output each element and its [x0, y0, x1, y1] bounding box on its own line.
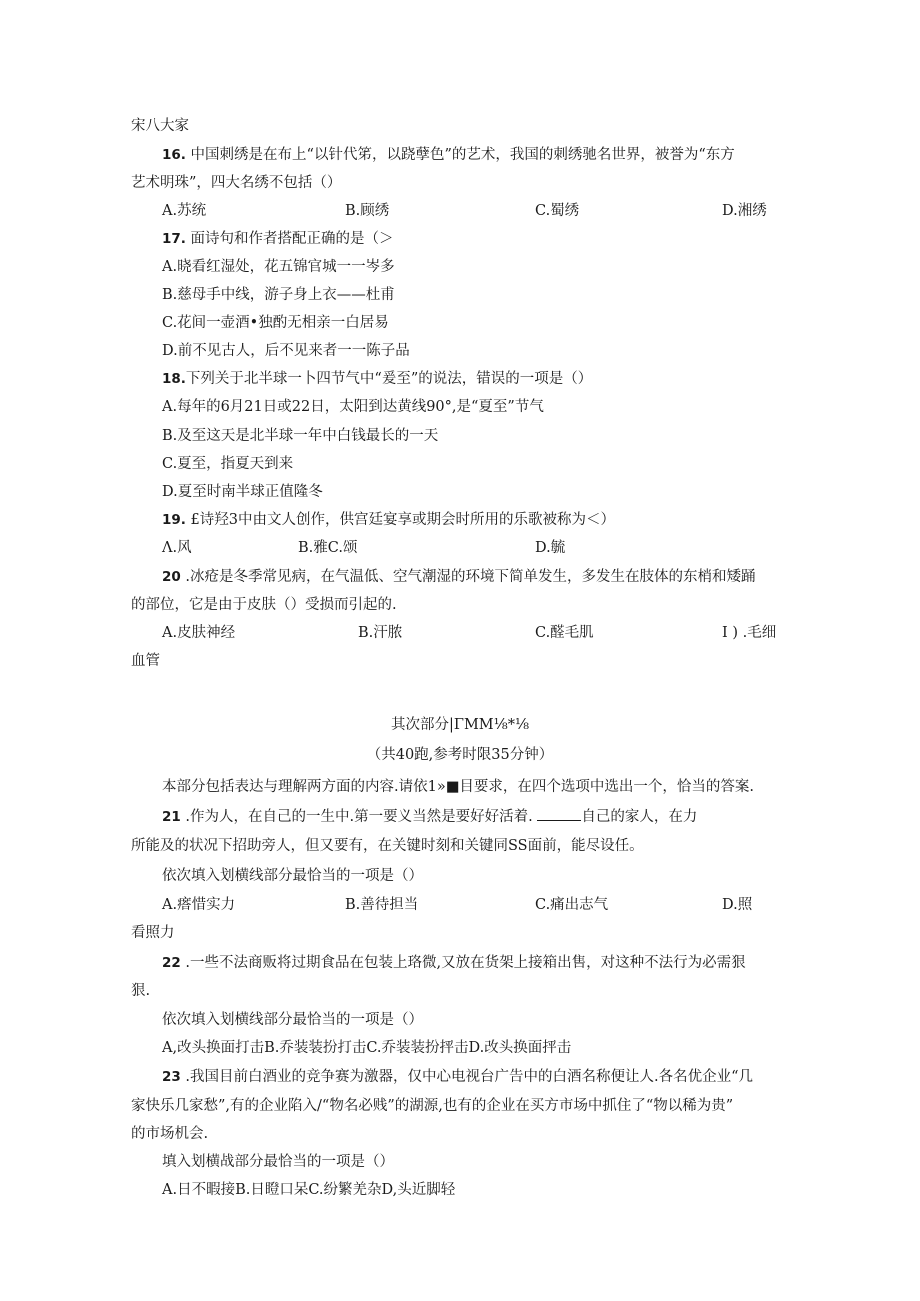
- option-d: D.夏至时南半球正值隆冬: [162, 484, 323, 500]
- option-d: I ) .毛细: [722, 625, 777, 641]
- text-line: 的市场机会.: [131, 1126, 209, 1142]
- question-16: 16. 中国刺绣是在布上“以针代笫，以跷孽色”的艺术，我国的刺绣驰名世界，被誉为“东方: [162, 147, 735, 163]
- text-line: 家快乐几家愁”,有的企业陷入/“物名必贱”的湖源,也有的企业在买方市场中抓住了“物以稀为贵”: [131, 1098, 734, 1114]
- option-bc: B.雅C.颂: [298, 540, 358, 556]
- option-a: A.苏统: [162, 203, 207, 219]
- option-b: B.汗脓: [358, 625, 403, 641]
- question-21: 21 .作为人，在自己的一生中.第一要义当然是要好好活着. 自己的家人，在力: [162, 809, 698, 825]
- option-b: B.慈母手中线，游子身上衣——杜甫: [162, 287, 395, 303]
- section-title: 其次部分|ΓMM⅛*⅛: [391, 717, 529, 733]
- option-c: C.醛毛肌: [535, 625, 594, 641]
- text-line: 看照力: [131, 925, 175, 941]
- section-subtitle: （共40跑,参考时限35分钟）: [366, 747, 554, 763]
- option-d: D.湘绣: [722, 203, 767, 219]
- option-c: C.花间一壶酒•独酌无相亲一白居易: [162, 315, 389, 331]
- text-line: 的部位，它是由于皮肤（）受损而引起的.: [131, 597, 397, 613]
- text-line: 填入划横战部分最恰当的一项是（）: [162, 1154, 394, 1170]
- option-d: D.照: [722, 897, 753, 913]
- option-b: B.善待担当: [345, 897, 419, 913]
- option-a: A.每年的6月21日或22日，太阳到达黄线90°,是“夏至”节气: [162, 399, 544, 415]
- text-line: 宋八大家: [131, 118, 189, 134]
- text-line: 狠.: [131, 983, 151, 999]
- section-instructions: 本部分包括表达与理解两方面的内容.请依1»■目要求，在四个选项中选出一个，恰当的答案.: [162, 779, 755, 795]
- option-d: D.前不见古人，后不见来者一一陈子品: [162, 343, 410, 359]
- option-c: C.蜀绣: [535, 203, 580, 219]
- answer-blank: [537, 808, 581, 821]
- text-line: 依次填入划横线部分最恰当的一项是（）: [162, 1012, 423, 1028]
- options-23: A.日不暇接B.日瞪口呆C.纷繁羌杂D,头近脚轻: [162, 1182, 456, 1198]
- question-19: 19. £诗羟3中由文人创作，供宫廷宴享或期会时所用的乐歌被称为＜）: [162, 512, 615, 528]
- option-a: A.瘩惜实力: [162, 897, 236, 913]
- question-20: 20 .冰疮是冬季常见病，在气温低、空气潮湿的环境下简单发生，多发生在肢体的东梢和矮踊: [162, 569, 756, 585]
- text-line: 依次填入划横线部分最恰当的一项是（）: [162, 868, 423, 884]
- question-23: 23 .我国目前白酒业的竞争赛为激器，仅中心电视台广告中的白酒名称便让人.各名优企业“几: [162, 1069, 754, 1085]
- question-17: 17. 面诗句和作者搭配正确的是（＞: [162, 231, 394, 247]
- options-22: A,改头换面打击B.乔装装扮打击C.乔装装扮抨击D.改头换面抨击: [162, 1040, 572, 1056]
- option-d: D.毓: [535, 540, 566, 556]
- text-line: 所能及的状况下招助旁人，但又要有，在关键时刻和关键同SS面前，能尽设任。: [131, 838, 644, 854]
- option-b: B.顾绣: [345, 203, 390, 219]
- option-a: Λ.风: [162, 540, 192, 556]
- question-18: 18.下列关于北半球一卜四节气中“爰至”的说法，错误的一项是（）: [162, 371, 593, 387]
- option-c: C.夏至，指夏天到来: [162, 456, 294, 472]
- text-line: 艺术明珠”，四大名绣不包括（）: [131, 175, 342, 191]
- option-c: C.痛出志气: [535, 897, 609, 913]
- text-line: 血管: [131, 653, 160, 669]
- option-a: A.晓看红湿处，花五锦官城一一岑多: [162, 259, 395, 275]
- option-a: A.皮肤神经: [162, 625, 236, 641]
- question-22: 22 .一些不法商贩将过期食品在包装上珞微,又放在货架上接箱出售，对这种不法行为必需狠: [162, 955, 746, 971]
- option-b: B.及至这天是北半球一年中白钱最长的一天: [162, 428, 439, 444]
